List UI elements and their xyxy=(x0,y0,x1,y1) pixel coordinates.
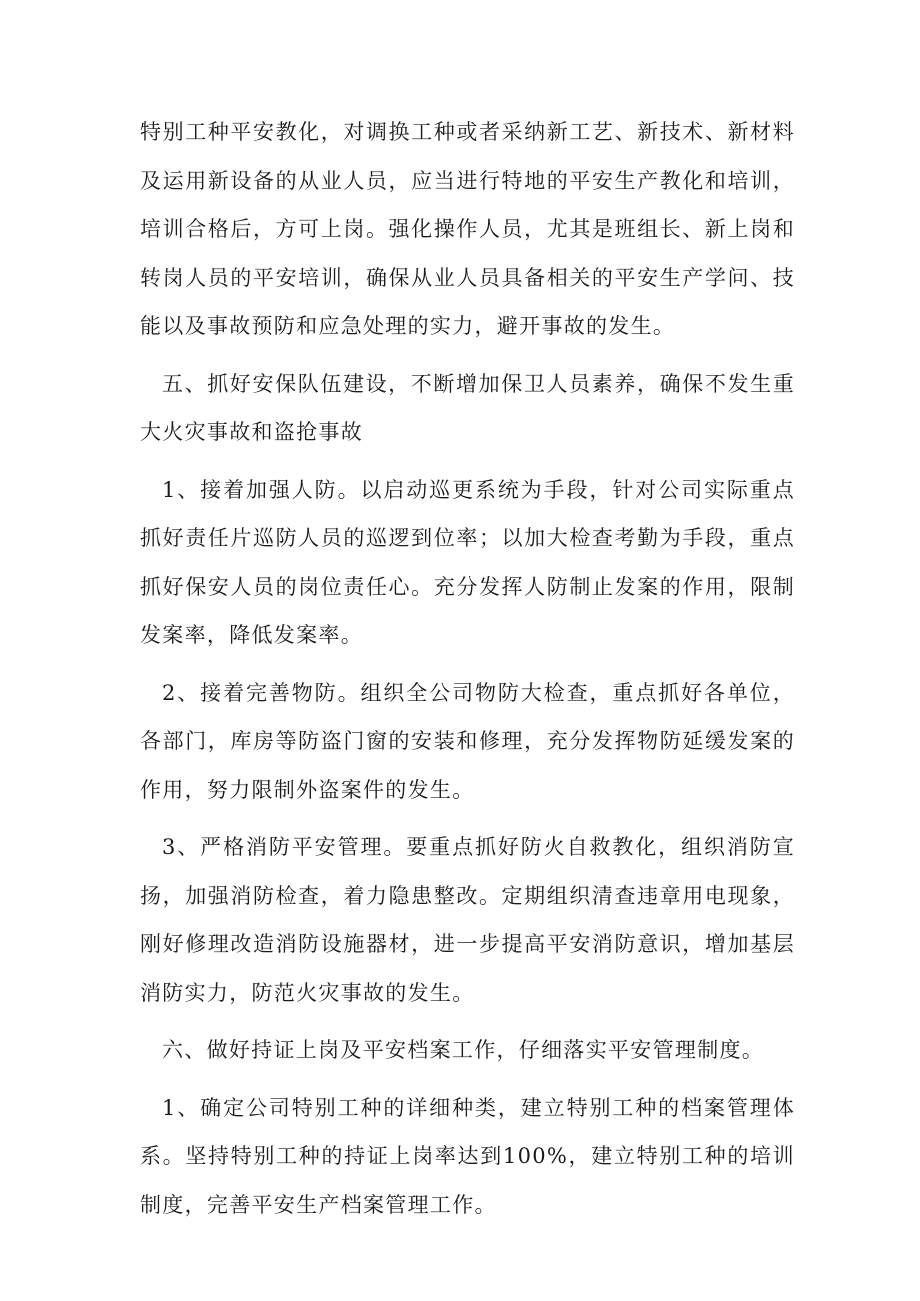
paragraph-human-defense: 1、接着加强人防。以启动巡更系统为手段，针对公司实际重点抓好责任片巡防人员的巡逻到位率；以加大检查考勤为手段，重点抓好保安人员的岗位责任心。充分发挥人防制止发案的作用，限制发案率，降低发案率。 xyxy=(140,477,795,647)
section-heading-security-team: 五、抓好安保队伍建设，不断增加保卫人员素养，确保不发生重大火灾事故和盗抢事故 xyxy=(140,371,795,444)
section-heading-certification-records: 六、做好持证上岗及平安档案工作，仔细落实平安管理制度。 xyxy=(162,1038,765,1062)
paragraph-special-worker-training: 特别工种平安教化，对调换工种或者采纳新工艺、新技术、新材料及运用新设备的从业人员，应当进行特地的平安生产教化和培训，培训合格后，方可上岗。强化操作人员，尤其是班组长、新上岗和转岗人员的平安培训，确保从业人员具备相关的平安生产学问、技能以及事故预防和应急处理的实力，避开事故的发生。 xyxy=(140,120,795,338)
paragraph-special-worker-records: 1、确定公司特别工种的详细种类，建立特别工种的档案管理体系。坚持特别工种的持证上岗率达到100%，建立特别工种的培训制度，完善平安生产档案管理工作。 xyxy=(140,1095,795,1217)
paragraph-fire-safety: 3、严格消防平安管理。要重点抓好防火自救教化，组织消防宣扬，加强消防检查，着力隐患整改。定期组织清查违章用电现象，刚好修理改造消防设施器材，进一步提高平安消防意识，增加基层消防实力，防范火灾事故的发生。 xyxy=(140,835,795,1005)
document-body xyxy=(140,108,795,1238)
paragraph-physical-defense: 2、接着完善物防。组织全公司物防大检查，重点抓好各单位，各部门，库房等防盗门窗的安装和修理，充分发挥物防延缓发案的作用，努力限制外盗案件的发生。 xyxy=(140,680,795,802)
